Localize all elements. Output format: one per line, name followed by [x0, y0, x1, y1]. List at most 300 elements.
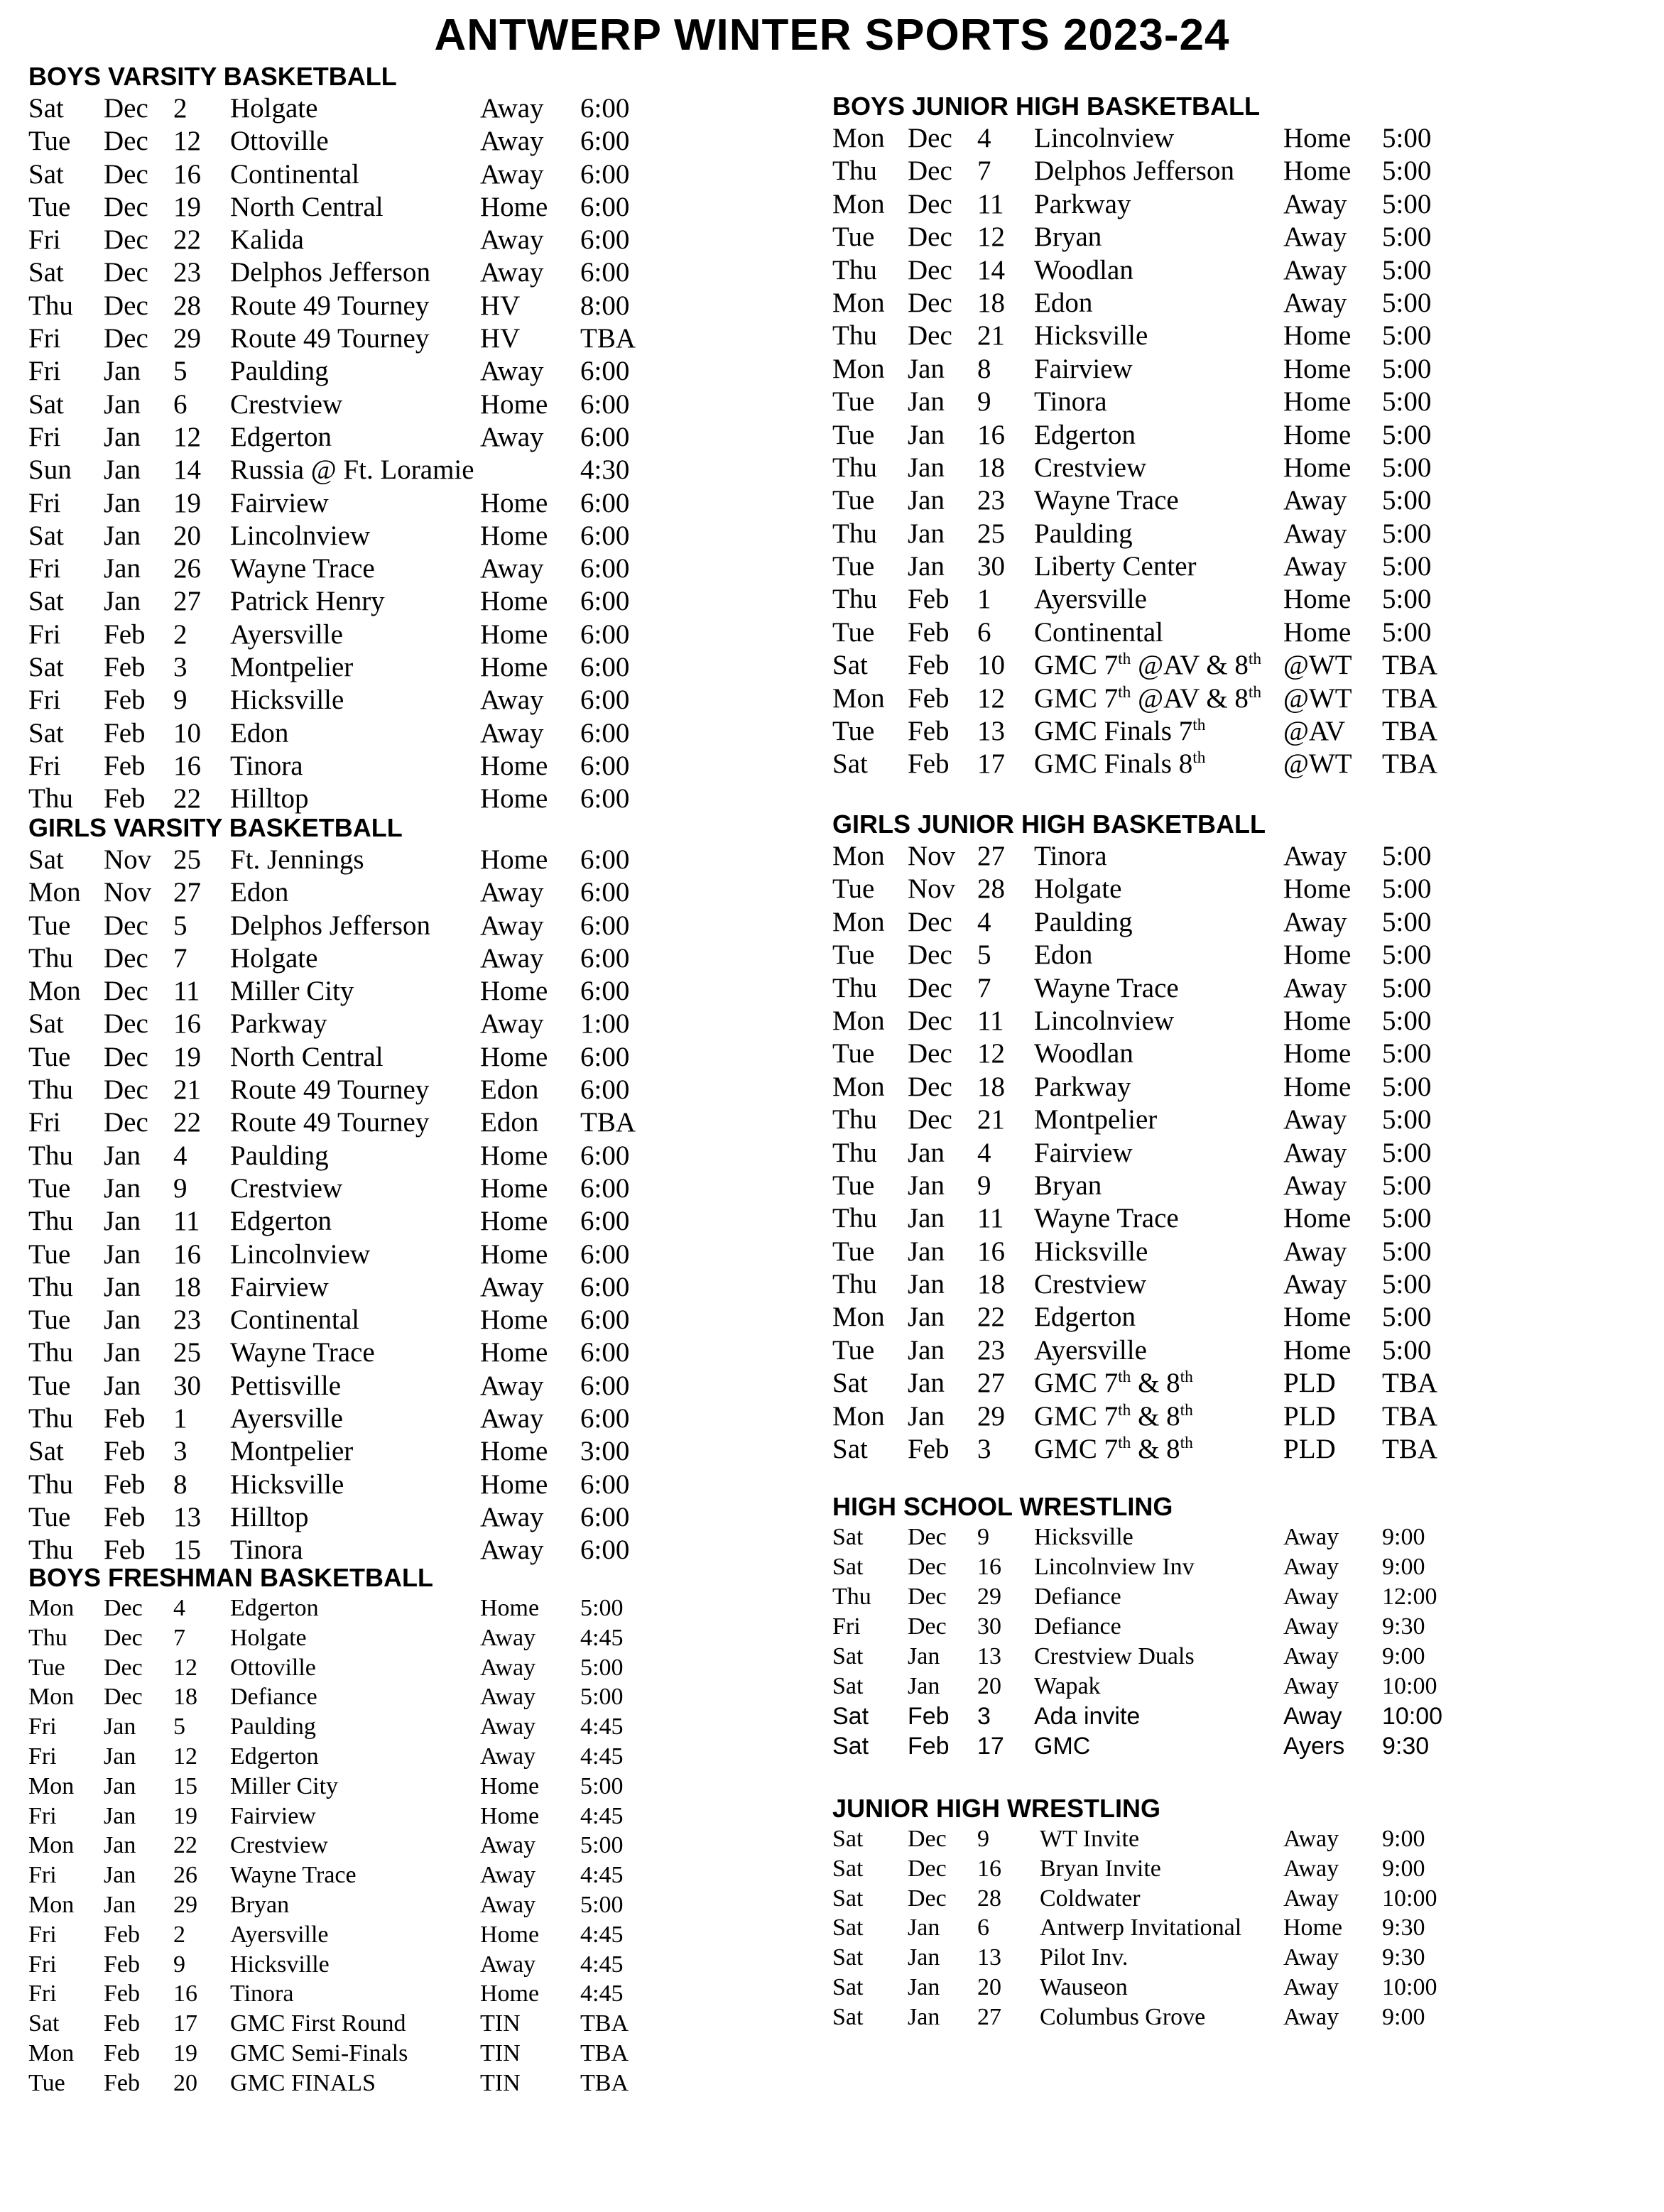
opponent-cell: North Central — [230, 191, 384, 222]
day-cell: Thu — [28, 1074, 73, 1106]
location-cell: Home — [1283, 1203, 1352, 1234]
opponent-cell: Wayne Trace — [1034, 972, 1179, 1003]
opponent-cell: Pilot Inv. — [1040, 1944, 1129, 1971]
location-cell: Home — [480, 783, 548, 814]
date-cell: 12 — [977, 222, 1005, 253]
section-heading: BOYS VARSITY BASKETBALL — [28, 62, 397, 91]
schedule-row — [832, 1552, 1425, 1582]
date-cell: 20 — [977, 1973, 1001, 2000]
date-cell: 4 — [977, 906, 991, 937]
date-cell: 9 — [977, 1826, 989, 1852]
schedule-row — [28, 1140, 630, 1172]
time-cell: 5:00 — [1382, 1269, 1432, 1300]
day-cell: Tue — [28, 1172, 71, 1204]
day-cell: Tue — [28, 191, 71, 222]
month-cell: Feb — [104, 1921, 140, 1948]
time-cell: 6:00 — [580, 1535, 630, 1566]
date-cell: 30 — [977, 1613, 1001, 1640]
time-cell: 5:00 — [1382, 518, 1432, 549]
date-cell: 9 — [977, 386, 991, 418]
schedule-row — [832, 748, 1437, 780]
location-cell: Away — [1283, 1104, 1347, 1135]
opponent-cell: Defiance — [1034, 1584, 1121, 1610]
opponent-cell: Ayersville — [230, 1921, 329, 1948]
day-cell: Thu — [28, 290, 73, 321]
location-cell: Away — [1283, 1944, 1339, 1971]
schedule-row — [28, 1205, 630, 1238]
schedule-row — [832, 320, 1432, 352]
time-cell: 6:00 — [580, 783, 630, 814]
month-cell: Dec — [908, 1855, 947, 1882]
opponent-cell: Delphos Jefferson — [230, 257, 430, 288]
time-cell: 6:00 — [580, 717, 630, 748]
opponent-cell: Hilltop — [230, 783, 309, 814]
opponent-cell: Crestview — [230, 1832, 328, 1859]
time-cell: 6:00 — [580, 356, 630, 387]
location-cell: Home — [480, 1436, 548, 1467]
date-cell: 10 — [977, 650, 1005, 681]
opponent-cell: Wauseon — [1040, 1973, 1128, 2000]
day-cell: Sat — [28, 158, 64, 190]
date-cell: 19 — [173, 487, 201, 518]
month-cell: Feb — [104, 1951, 140, 1978]
time-cell: 6:00 — [580, 158, 630, 190]
date-cell: 27 — [173, 586, 201, 617]
location-cell: Away — [1283, 841, 1347, 871]
date-cell: 12 — [977, 1038, 1005, 1069]
opponent-cell: Liberty Center — [1034, 551, 1197, 582]
month-cell: Feb — [104, 1469, 146, 1500]
day-cell: Tue — [832, 1170, 875, 1201]
schedule-row — [28, 783, 630, 815]
time-cell: 6:00 — [580, 844, 630, 875]
opponent-cell: Antwerp Invitational — [1040, 1914, 1242, 1941]
schedule-rows — [28, 1593, 629, 2098]
month-cell: Dec — [104, 1041, 148, 1072]
location-cell: Home — [480, 1595, 540, 1621]
time-cell: 5:00 — [1382, 1236, 1432, 1267]
schedule-row — [28, 1742, 624, 1772]
location-cell: PLD — [1283, 1434, 1336, 1465]
schedule-row — [832, 353, 1432, 386]
location-cell: Home — [480, 976, 548, 1007]
day-cell: Thu — [832, 1104, 877, 1135]
schedule-row — [28, 844, 630, 876]
time-cell: 4:45 — [580, 1921, 624, 1948]
time-cell: 9:30 — [1382, 1733, 1430, 1760]
month-cell: Jan — [908, 452, 945, 483]
month-cell: Dec — [908, 906, 952, 937]
location-cell: Home — [1283, 1071, 1352, 1102]
date-cell: 20 — [173, 520, 201, 551]
date-cell: 8 — [977, 353, 991, 384]
time-cell: 10:00 — [1382, 1973, 1437, 2000]
opponent-cell: Hicksville — [1034, 1236, 1148, 1267]
location-cell: Home — [1283, 1005, 1352, 1036]
time-cell: 5:00 — [1382, 1334, 1432, 1366]
location-cell: Away — [1283, 2003, 1339, 2030]
time-cell: 6:00 — [580, 388, 630, 420]
opponent-cell: Crestview — [230, 388, 343, 420]
location-cell: Away — [480, 942, 544, 974]
day-cell: Sat — [28, 520, 64, 551]
time-cell: 6:00 — [580, 750, 630, 781]
opponent-cell: Delphos Jefferson — [1034, 156, 1234, 187]
opponent-cell: Paulding — [230, 1714, 316, 1740]
day-cell: Mon — [832, 188, 885, 219]
month-cell: Feb — [908, 1434, 950, 1465]
day-cell: Tue — [832, 386, 875, 418]
opponent-cell: Wayne Trace — [230, 1337, 375, 1368]
date-cell: 21 — [977, 1104, 1005, 1135]
month-cell: Feb — [104, 1981, 140, 2007]
date-cell: 19 — [173, 2039, 197, 2066]
day-cell: Mon — [832, 123, 885, 153]
date-cell: 7 — [173, 1624, 185, 1651]
location-cell: Away — [1283, 906, 1347, 937]
girls-varsity-basketball-section — [28, 812, 636, 1567]
time-cell: 4:30 — [580, 454, 630, 486]
schedule-row — [832, 287, 1432, 320]
day-cell: Thu — [28, 942, 73, 974]
day-cell: Sat — [28, 1436, 64, 1467]
opponent-cell: Defiance — [1034, 1613, 1121, 1640]
day-cell: Mon — [832, 1302, 885, 1333]
time-cell: 5:00 — [1382, 551, 1432, 582]
month-cell: Jan — [908, 419, 945, 450]
location-cell: Away — [1283, 1554, 1339, 1580]
day-cell: Mon — [28, 877, 81, 908]
time-cell: TBA — [580, 2010, 629, 2037]
date-cell: 13 — [977, 1944, 1001, 1971]
month-cell: Jan — [104, 520, 141, 551]
time-cell: TBA — [1382, 716, 1437, 747]
time-cell: 6:00 — [580, 619, 630, 650]
location-cell: Home — [1283, 873, 1352, 905]
month-cell: Jan — [104, 586, 141, 617]
schedule-row — [28, 355, 630, 388]
date-cell: 11 — [977, 1203, 1004, 1234]
day-cell: Fri — [28, 224, 61, 256]
location-cell: Home — [1283, 1334, 1352, 1366]
day-cell: Mon — [832, 841, 885, 871]
schedule-row — [832, 452, 1432, 484]
location-cell: Away — [1283, 1269, 1347, 1300]
date-cell: 29 — [173, 323, 201, 354]
date-cell: 10 — [173, 717, 201, 748]
location-cell: Home — [480, 1140, 548, 1171]
time-cell: 6:00 — [580, 1271, 630, 1302]
schedule-row — [28, 1041, 630, 1074]
month-cell: Nov — [908, 873, 956, 905]
opponent-cell: Hicksville — [230, 1469, 344, 1500]
month-cell: Jan — [104, 1714, 136, 1740]
schedule-row — [28, 1336, 630, 1369]
location-cell: Home — [480, 844, 548, 875]
month-cell: Dec — [104, 976, 148, 1007]
schedule-row — [832, 1701, 1443, 1731]
date-cell: 22 — [173, 1832, 197, 1859]
date-cell: 14 — [977, 254, 1005, 285]
schedule-row — [832, 972, 1432, 1005]
schedule-row — [832, 1268, 1432, 1301]
opponent-cell: Parkway — [1034, 1071, 1131, 1102]
opponent-cell: GMC First Round — [230, 2010, 406, 2037]
opponent-cell: Ottoville — [230, 126, 329, 157]
date-cell: 2 — [173, 1921, 185, 1948]
schedule-row — [832, 550, 1432, 583]
schedule-row — [832, 682, 1437, 715]
day-cell: Tue — [832, 222, 875, 253]
opponent-cell: Lincolnview — [1034, 1005, 1175, 1036]
day-cell: Fri — [28, 1107, 61, 1138]
opponent-cell: Lincolnview Inv — [1034, 1554, 1195, 1580]
month-cell: Jan — [104, 1802, 136, 1829]
opponent-cell: Ayersville — [230, 1403, 343, 1434]
schedule-row — [832, 2003, 1425, 2032]
opponent-cell: Route 49 Tourney — [230, 1074, 430, 1106]
schedule-row — [832, 649, 1437, 682]
schedule-row — [832, 1973, 1437, 2003]
location-cell: Away — [480, 1891, 536, 1918]
day-cell: Sat — [832, 1554, 864, 1580]
time-cell: 9:00 — [1382, 1643, 1425, 1669]
opponent-cell: Continental — [230, 1304, 359, 1336]
day-cell: Thu — [28, 783, 73, 814]
location-cell: Home — [480, 1469, 548, 1500]
schedule-row — [28, 1653, 624, 1683]
opponent-cell: Fairview — [230, 1802, 316, 1829]
date-cell: 5 — [977, 939, 991, 971]
day-cell: Sat — [832, 1914, 864, 1941]
time-cell: 4:45 — [580, 1624, 624, 1651]
month-cell: Dec — [104, 1684, 143, 1711]
location-cell: Home — [1283, 939, 1352, 971]
schedule-row — [28, 2039, 629, 2069]
location-cell: Away — [480, 1684, 536, 1711]
location-cell: Away — [480, 257, 544, 288]
opponent-cell: Continental — [1034, 616, 1163, 648]
day-cell: Sat — [832, 1944, 864, 1971]
schedule-row — [832, 1236, 1432, 1268]
time-cell: 10:00 — [1382, 1673, 1437, 1699]
time-cell: TBA — [1382, 748, 1437, 780]
day-cell: Mon — [28, 1595, 75, 1621]
time-cell: 6:00 — [580, 877, 630, 908]
location-cell: Away — [480, 553, 544, 584]
schedule-row — [28, 717, 630, 750]
month-cell: Dec — [908, 287, 952, 318]
opponent-cell: Bryan — [1034, 222, 1102, 253]
day-cell: Fri — [28, 1743, 57, 1770]
opponent-cell: Bryan — [230, 1891, 290, 1918]
opponent-cell: Edgerton — [230, 1206, 332, 1237]
day-cell: Fri — [28, 487, 61, 518]
day-cell: Fri — [28, 750, 61, 781]
time-cell: 9:00 — [1382, 1826, 1425, 1852]
day-cell: Mon — [832, 1071, 885, 1102]
time-cell: 5:00 — [1382, 419, 1432, 450]
opponent-cell: Hicksville — [1034, 320, 1148, 352]
opponent-cell: GMC Finals 7th — [1034, 716, 1206, 747]
opponent-cell: Edon — [1034, 939, 1093, 971]
month-cell: Jan — [908, 2003, 940, 2030]
opponent-cell: Lincolnview — [230, 1238, 371, 1270]
date-cell: 9 — [977, 1170, 991, 1201]
location-cell: Home — [1283, 1914, 1343, 1941]
date-cell: 9 — [173, 1172, 187, 1204]
schedule-row — [28, 1593, 624, 1623]
opponent-cell: Edon — [230, 717, 289, 748]
opponent-cell: Tinora — [1034, 841, 1107, 871]
time-cell: 6:00 — [580, 652, 630, 683]
month-cell: Jan — [908, 1269, 945, 1300]
date-cell: 12 — [173, 421, 201, 452]
time-cell: 9:30 — [1382, 1944, 1425, 1971]
opponent-cell: Bryan — [1034, 1170, 1102, 1201]
location-cell: Away — [480, 1714, 536, 1740]
schedule-row — [832, 1104, 1432, 1136]
time-cell: 6:00 — [580, 257, 630, 288]
day-cell: Sat — [832, 2003, 864, 2030]
month-cell: Dec — [908, 1885, 947, 1912]
opponent-cell: Montpelier — [1034, 1104, 1158, 1135]
time-cell: 8:00 — [580, 290, 630, 321]
date-cell: 18 — [977, 1071, 1005, 1102]
time-cell: 12:00 — [1382, 1584, 1437, 1610]
month-cell: Feb — [104, 652, 146, 683]
location-cell: Away — [1283, 1855, 1339, 1882]
opponent-cell: Woodlan — [1034, 254, 1133, 285]
location-cell: Home — [480, 1206, 548, 1237]
opponent-cell: Kalida — [230, 224, 304, 256]
opponent-cell: Ayersville — [230, 619, 343, 650]
schedule-row — [832, 188, 1432, 221]
day-cell: Thu — [28, 1403, 73, 1434]
day-cell: Sat — [28, 717, 64, 748]
opponent-cell: Russia @ Ft. Loramie — [230, 454, 474, 486]
location-cell: Home — [480, 1041, 548, 1072]
day-cell: Thu — [28, 1469, 73, 1500]
schedule-row — [28, 876, 630, 909]
schedule-row — [28, 1772, 624, 1802]
month-cell: Dec — [104, 257, 148, 288]
date-cell: 4 — [977, 123, 991, 153]
date-cell: 5 — [173, 910, 187, 941]
month-cell: Jan — [908, 485, 945, 516]
month-cell: Nov — [908, 841, 956, 871]
month-cell: Jan — [908, 1170, 945, 1201]
day-cell: Mon — [832, 906, 885, 937]
location-cell: TIN — [480, 2010, 521, 2037]
location-cell: Home — [480, 1337, 548, 1368]
month-cell: Feb — [908, 716, 950, 747]
time-cell: TBA — [1382, 1434, 1437, 1465]
day-cell: Tue — [28, 126, 71, 157]
day-cell: Thu — [832, 320, 877, 352]
month-cell: Jan — [104, 487, 141, 518]
time-cell: 3:00 — [580, 1436, 630, 1467]
section-heading: HIGH SCHOOL WRESTLING — [832, 1492, 1173, 1521]
day-cell: Thu — [832, 254, 877, 285]
date-cell: 9 — [173, 1951, 185, 1978]
time-cell: 6:00 — [580, 126, 630, 157]
time-cell: 6:00 — [580, 1238, 630, 1270]
schedule-row — [28, 290, 630, 322]
location-cell: Away — [480, 158, 544, 190]
month-cell: Feb — [104, 1403, 146, 1434]
month-cell: Dec — [104, 942, 148, 974]
opponent-cell: North Central — [230, 1041, 384, 1072]
month-cell: Jan — [908, 1137, 945, 1168]
time-cell: 9:30 — [1382, 1914, 1425, 1941]
opponent-cell: Crestview — [1034, 1269, 1147, 1300]
date-cell: 16 — [977, 419, 1005, 450]
opponent-cell: Parkway — [1034, 188, 1131, 219]
month-cell: Dec — [104, 1107, 148, 1138]
opponent-cell: Patrick Henry — [230, 586, 385, 617]
date-cell: 26 — [173, 553, 201, 584]
time-cell: 5:00 — [1382, 353, 1432, 384]
location-cell: Away — [1283, 254, 1347, 285]
schedule-row — [832, 1824, 1425, 1854]
location-cell: Edon — [480, 1074, 539, 1106]
month-cell: Dec — [908, 188, 952, 219]
time-cell: 5:00 — [1382, 1203, 1432, 1234]
month-cell: Feb — [104, 717, 146, 748]
date-cell: 22 — [977, 1302, 1005, 1333]
day-cell: Thu — [832, 972, 877, 1003]
day-cell: Mon — [832, 682, 885, 714]
location-cell: Home — [480, 1772, 540, 1799]
opponent-cell: Crestview — [1034, 452, 1147, 483]
schedule-row — [832, 1301, 1432, 1334]
month-cell: Feb — [908, 748, 950, 780]
location-cell: Away — [480, 421, 544, 452]
location-cell: Away — [480, 93, 544, 124]
location-cell: @WT — [1283, 650, 1352, 681]
month-cell: Jan — [104, 1172, 141, 1204]
schedule-row — [28, 322, 636, 355]
month-cell: Jan — [104, 1271, 141, 1302]
schedule-row — [832, 1854, 1425, 1884]
time-cell: 5:00 — [1382, 1104, 1432, 1135]
month-cell: Dec — [908, 1005, 952, 1036]
time-cell: 6:00 — [580, 1370, 630, 1401]
opponent-cell: Fairview — [230, 1271, 329, 1302]
date-cell: 27 — [977, 1368, 1005, 1399]
schedule-row — [832, 221, 1432, 254]
location-cell: TIN — [480, 2039, 521, 2066]
time-cell: 6:00 — [580, 976, 630, 1007]
time-cell: 5:00 — [580, 1832, 624, 1859]
day-cell: Sat — [832, 1885, 864, 1912]
opponent-cell: Hicksville — [230, 685, 344, 716]
day-cell: Sat — [832, 1973, 864, 2000]
schedule-row — [832, 1612, 1425, 1642]
day-cell: Sat — [832, 1434, 868, 1465]
time-cell: TBA — [580, 323, 636, 354]
date-cell: 14 — [173, 454, 201, 486]
month-cell: Feb — [104, 783, 146, 814]
opponent-cell: GMC 7th & 8th — [1034, 1434, 1193, 1465]
month-cell: Dec — [908, 939, 952, 971]
date-cell: 13 — [977, 1643, 1001, 1669]
schedule-rows — [832, 1522, 1443, 1761]
opponent-cell: Wayne Trace — [230, 553, 375, 584]
location-cell: Away — [480, 717, 544, 748]
opponent-cell: Paulding — [1034, 906, 1133, 937]
